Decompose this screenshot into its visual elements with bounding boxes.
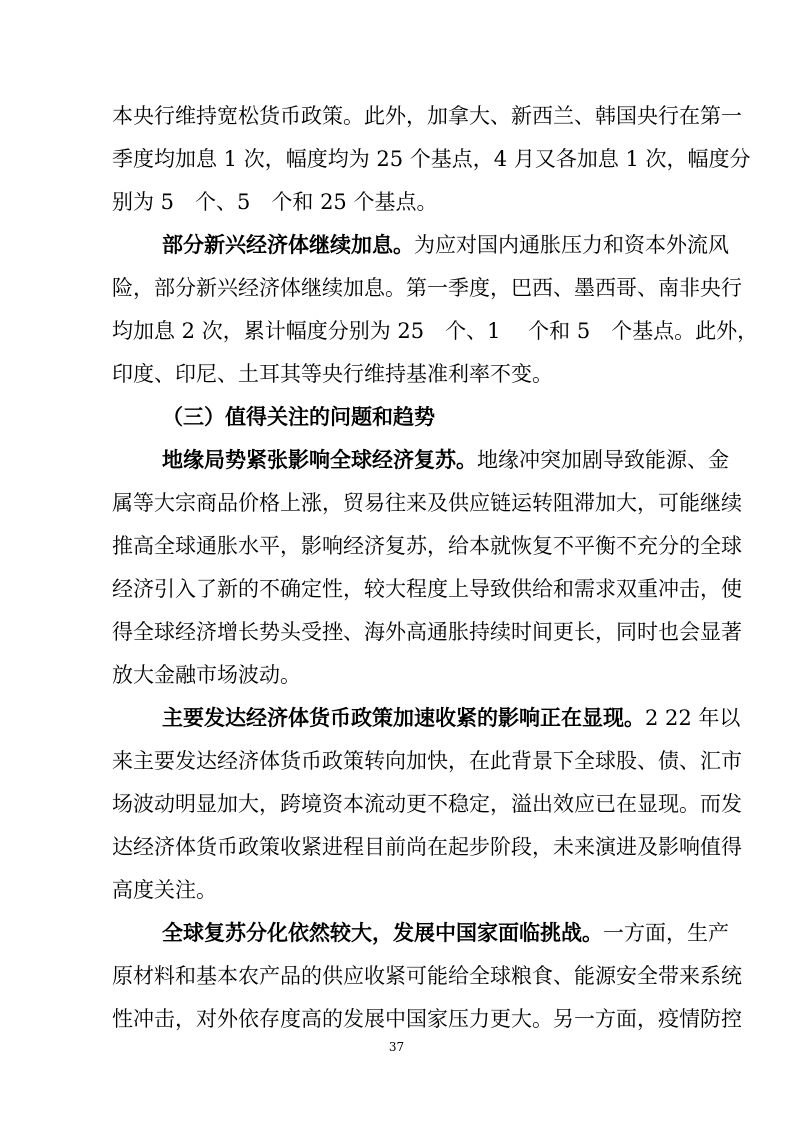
body-line: 季度均加息 1 次，幅度均为 25 个基点，4 月又各加息 1 次，幅度分: [112, 147, 751, 171]
body-line: 均加息 2 次，累计幅度分别为 25 个、1 个和 5 个基点。此外，: [112, 319, 759, 343]
section-heading: （三）值得关注的问题和趋势: [162, 404, 435, 429]
body-line: 属等大宗商品价格上涨，贸易往来及供应链运转阻滞加大，可能继续: [112, 491, 742, 515]
body-line: 达经济体货币政策收紧进程目前尚在起步阶段，未来演进及影响值得: [112, 835, 742, 859]
body-line: 险，部分新兴经济体继续加息。第一季度，巴西、墨西哥、南非央行: [112, 276, 742, 300]
body-line: 经济引入了新的不确定性，较大程度上导致供给和需求双重冲击，使: [112, 577, 742, 601]
body-line: 别为 5 个、5 个和 25 个基点。: [112, 190, 438, 214]
body-line: 印度、印尼、土耳其等央行维持基准利率不变。: [112, 362, 553, 386]
page-number: 37: [388, 1040, 405, 1054]
paragraph-first-line: 部分新兴经济体继续加息。为应对国内通胀压力和资本外流风: [162, 232, 729, 257]
body-line: 性冲击，对外依存度高的发展中国家压力更大。另一方面，疫情防控: [112, 1007, 742, 1031]
paragraph-lead: 部分新兴经济体继续加息。: [162, 232, 414, 257]
body-line: 本央行维持宽松货币政策。此外，加拿大、新西兰、韩国央行在第一: [112, 104, 742, 128]
body-line: 得全球经济增长势头受挫、海外高通胀持续时间更长，同时也会显著: [112, 620, 742, 644]
body-line: 高度关注。: [112, 878, 217, 902]
paragraph-first-line: 全球复苏分化依然较大，发展中国家面临挑战。一方面，生产: [162, 920, 729, 945]
paragraph-lead: 全球复苏分化依然较大，发展中国家面临挑战。: [162, 920, 603, 945]
body-line: 场波动明显加大，跨境资本流动更不稳定，溢出效应已在显现。而发: [112, 792, 742, 816]
body-line: 来主要发达经济体货币政策转向加快，在此背景下全球股、债、汇市: [112, 749, 742, 773]
paragraph-first-line: 主要发达经济体货币政策加速收紧的影响正在显现。2 22 年以: [162, 705, 741, 730]
paragraph-lead: 主要发达经济体货币政策加速收紧的影响正在显现。: [162, 705, 645, 730]
body-line: 推高全球通胀水平，影响经济复苏，给本就恢复不平衡不充分的全球: [112, 534, 742, 558]
body-line: 原材料和基本农产品的供应收紧可能给全球粮食、能源安全带来系统: [112, 964, 742, 988]
paragraph-first-line: 地缘局势紧张影响全球经济复苏。地缘冲突加剧导致能源、金: [162, 447, 729, 472]
paragraph-lead: 地缘局势紧张影响全球经济复苏。: [162, 447, 477, 472]
body-line: 放大金融市场波动。: [112, 663, 301, 687]
